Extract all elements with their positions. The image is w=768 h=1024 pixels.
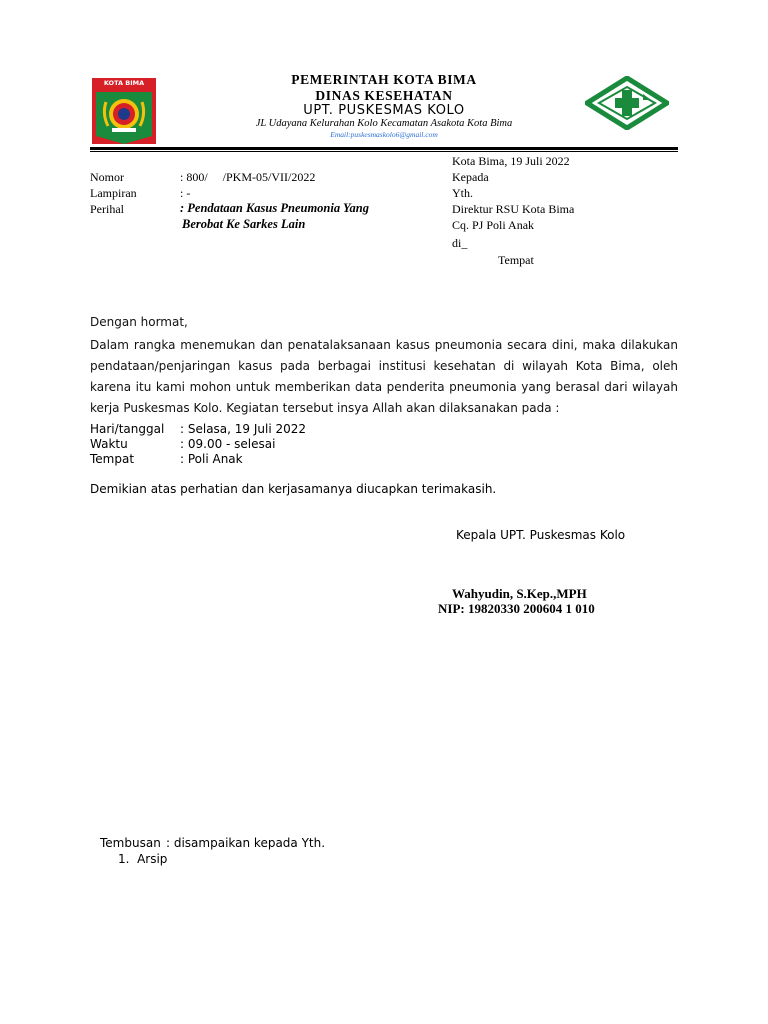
greeting: Dengan hormat, <box>90 315 188 329</box>
schedule-label-date: Hari/tanggal <box>90 422 165 436</box>
letterhead-government: PEMERINTAH KOTA BIMA <box>291 72 477 87</box>
nomor-value: : 800/ /PKM-05/VII/2022 <box>180 170 316 184</box>
tembusan-text: : disampaikan kepada Yth. <box>166 836 326 850</box>
recipient-di: di_ <box>452 236 468 250</box>
letterhead-email[interactable]: Email:puskesmaskolo6@gmail.com <box>330 130 438 139</box>
recipient-line2: Cq. PJ Poli Anak <box>452 218 535 232</box>
perihal-line2: Berobat Ke Sarkes Lain <box>182 217 306 231</box>
perihal-line1: : Pendataan Kasus Pneumonia Yang <box>180 201 369 215</box>
lampiran-label: Lampiran <box>90 186 137 200</box>
perihal-label: Perihal <box>90 202 124 216</box>
recipient-tempat: Tempat <box>498 253 534 267</box>
closing-sentence: Demikian atas perhatian dan kerjasamanya diucapkan terimakasih. <box>90 482 497 496</box>
schedule-value-place: : Poli Anak <box>180 452 243 466</box>
recipient-kepada: Kepada <box>452 170 489 184</box>
lampiran-value: : - <box>180 186 191 200</box>
schedule-value-time: : 09.00 - selesai <box>180 437 276 451</box>
nomor-label: Nomor <box>90 170 124 184</box>
letterhead-address: JL Udayana Kelurahan Kolo Kecamatan Asakota Kota Bima <box>255 118 513 129</box>
tembusan-label: Tembusan <box>100 836 161 850</box>
tembusan-item: 1. Arsip <box>118 852 168 866</box>
letterhead-rule-thin <box>90 151 678 152</box>
letterhead-department: DINAS KESEHATAN <box>315 88 453 103</box>
logo-caption: KOTA BIMA <box>103 79 145 87</box>
recipient-yth: Yth. <box>452 186 473 200</box>
letterhead-rule-thick <box>90 147 678 150</box>
letterhead-unit: UPT. PUSKESMAS KOLO <box>303 103 465 118</box>
schedule-value-date: : Selasa, 19 Juli 2022 <box>180 422 307 436</box>
schedule-label-place: Tempat <box>90 452 135 466</box>
signature-name: Wahyudin, S.Kep.,MPH <box>452 586 587 601</box>
recipient-line1: Direktur RSU Kota Bima <box>452 202 575 216</box>
body-paragraph: Dalam rangka menemukan dan penatalaksanaan kasus pneumonia secara dini, maka dilakukan pendataan/penjaringan kasus pada berbagai institusi kesehatan di wilayah Kota Bima, oleh karena itu kami mohon untuk memberikan data penderita pneumonia yang berasal dari wilayah kerja Puskesmas Kolo. Kegiatan tersebut insya Allah akan dilaksanakan pada : <box>90 338 678 415</box>
signature-nip: NIP: 19820330 200604 1 010 <box>438 601 595 616</box>
schedule-label-time: Waktu <box>90 437 128 451</box>
letter-date: Kota Bima, 19 Juli 2022 <box>452 154 570 168</box>
signature-title: Kepala UPT. Puskesmas Kolo <box>456 528 626 542</box>
